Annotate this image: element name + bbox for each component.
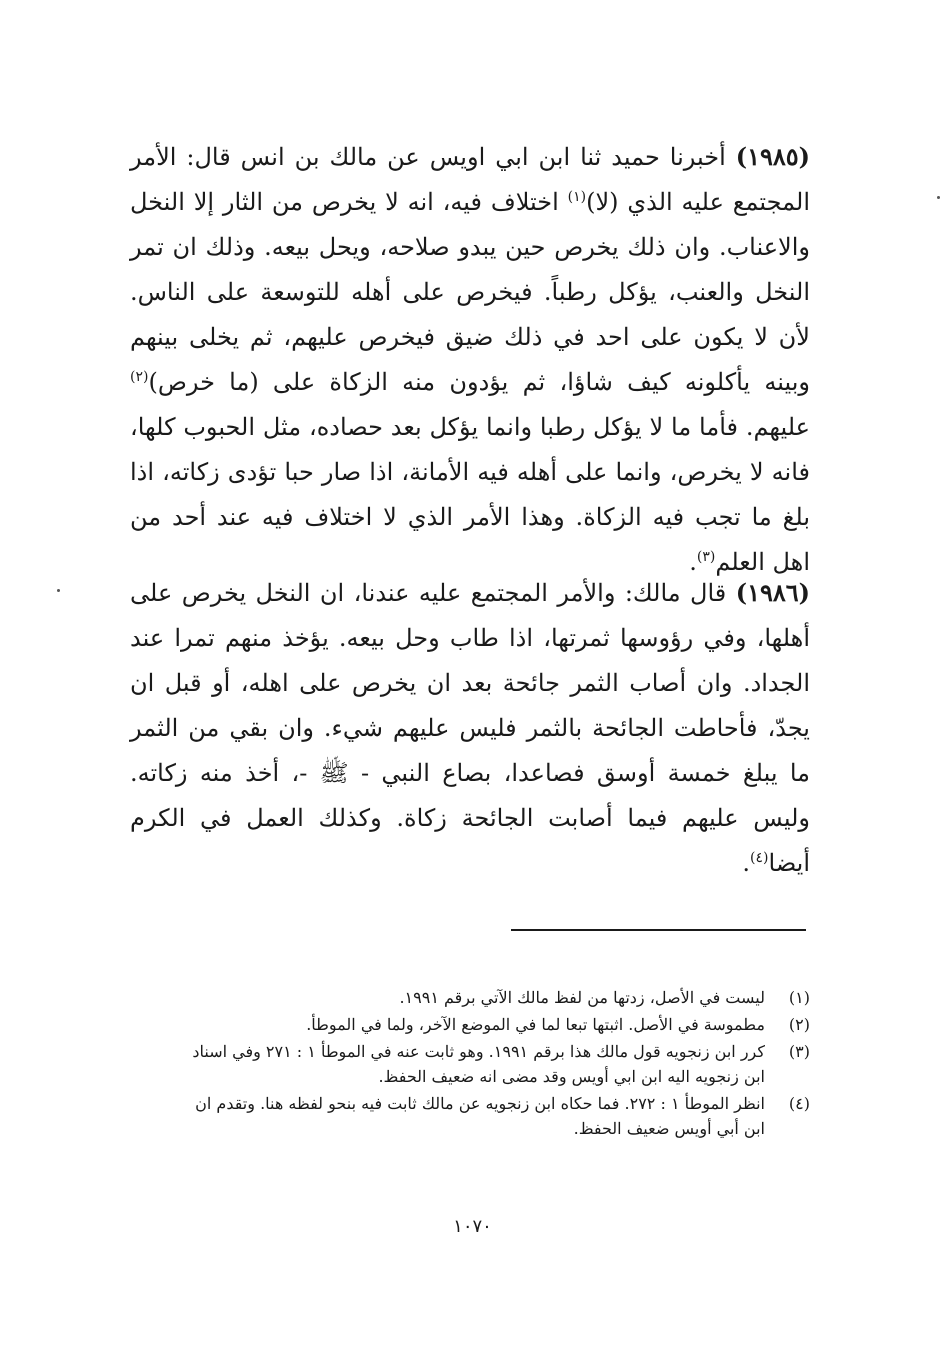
footnote-ref: (١) [567, 189, 587, 205]
footnote-ref: (٤) [750, 850, 769, 866]
paragraph-text: اختلاف فيه، انه لا يخرص من الثار إلا النخل والاعناب. وان ذلك يخرص حين يبدو صلاحه، ويحل بيعه. وذلك ان تمر النخل والعنب، يؤكل رطباً. فيخرص على أهله للتوسعة على الناس. لأن لا يكون على احد في ذلك ضيق فيخرص عليهم، ثم يخلى بينهم وبينه يأكلونه كيف شاؤا، ثم يؤدون منه الزكاة على (ما خرص) [130, 188, 811, 396]
page-number: ١٠٧٠ [453, 1216, 492, 1237]
scan-speck [57, 589, 60, 592]
paragraph-text: قال مالك: والأمر المجتمع عليه عندنا، ان النخل يخرص على أهلها، وفي رؤوسها ثمرتها، اذا طاب وحل بيعه. يؤخذ منهم تمرا عند الجداد. وان أصاب الثمر جائحة بعد ان يخرص على اهله، أو قبل ان يجدّ، فأحاطت الجائحة بالثمر فليس عليهم شيء. وان بقي من الثمر ما يبلغ خمسة أوسق فصاعدا، بصاع النبي - ﷺ -، أخذ منه زكاته. وليس عليهم فيما أصابت الجائحة زكاة. وكذلك العمل في الكرم أيضا [130, 579, 810, 877]
footnote-ref: (٣) [696, 549, 716, 565]
entry-number: (١٩٨٥) [735, 142, 810, 171]
paragraph-1985 [130, 134, 810, 585]
paragraph-text: أخبرنا حميد ثنا ابن ابي اويس عن مالك بن انس قال: الأمر المجتمع عليه الذي (لا) [130, 143, 810, 216]
paragraph-end: . [689, 548, 697, 576]
paragraph-end: . [742, 849, 751, 877]
footnote-marker: (٣) [788, 1042, 810, 1061]
footnote-text: ليست في الأصل، زدتها من لفظ مالك الآتي برقم ١٩٩١. [399, 988, 765, 1007]
paragraph-text: عليهم. فأما ما لا يؤكل رطبا وانما يؤكل بعد حصاده، مثل الحبوب كلها، فانه لا يخرص، وانما على أهله فيه الأمانة، اذا صار حبا تؤدى زكاته، اذا بلغ ما تجب فيه الزكاة. وهذا الأمر الذي لا اختلاف فيه عند أحد من اهل العلم [130, 413, 810, 576]
footnote-marker: (١) [788, 988, 810, 1007]
footnotes [175, 985, 810, 1143]
footnote-marker: (٤) [788, 1094, 810, 1113]
footnote-ref: (٢) [130, 369, 149, 385]
entry-number: (١٩٨٦) [735, 578, 810, 607]
footnote-text: كرر ابن زنجويه قول مالك هذا برقم ١٩٩١. وهو ثابت عنه في الموطأ ١ : ٢٧١ وفي اسناد ابن زنجويه اليه ابن ابي أويس وقد مضى انه ضعيف الحفظ. [192, 1042, 765, 1086]
footnote [175, 985, 810, 1010]
footnote [175, 1039, 810, 1089]
footnote-text: انظر الموطأ ١ : ٢٧٢. فما حكاه ابن زنجويه عن مالك ثابت فيه بنحو لفظه هنا. وتقدم ان ابن أبي أويس ضعيف الحفظ. [195, 1094, 765, 1138]
footnote [175, 1091, 810, 1141]
scan-speck [937, 196, 940, 199]
footnote [175, 1012, 810, 1037]
footnote-marker: (٢) [788, 1015, 810, 1034]
footnote-separator [511, 929, 806, 931]
footnote-text: مطموسة في الأصل. اثبتها تبعا لما في الموضع الآخر، ولما في الموطأ. [306, 1015, 765, 1034]
paragraph-1986 [130, 570, 810, 886]
